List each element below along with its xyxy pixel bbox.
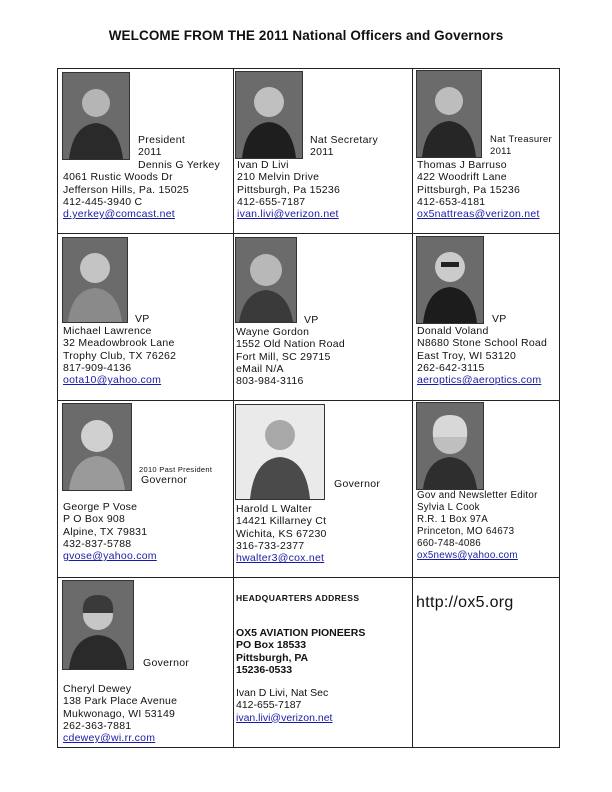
email-link[interactable]: aeroptics@aeroptics.com <box>417 374 542 387</box>
email-link[interactable]: d.yerkey@comcast.net <box>63 208 175 221</box>
officer-role: VP <box>492 313 507 325</box>
officer-contact: Dennis G Yerkey 4061 Rustic Woods Dr Jefferson Hills, Pa. 15025 412-445-3940 C d.yerkey@comcast.net <box>63 159 220 221</box>
column-divider <box>412 69 413 747</box>
row-divider <box>58 577 559 578</box>
officer-photo <box>235 237 297 323</box>
officer-contact: Thomas J Barruso 422 Woodrift Lane Pittsburgh, Pa 15236 412-653-4181 ox5nattreas@verizon.net <box>417 159 540 221</box>
officer-contact: Wayne Gordon 1552 Old Nation Road Fort Mill, SC 29715 eMail N/A 803-984-3116 <box>236 326 345 388</box>
officer-role: VP <box>304 314 319 326</box>
headquarters-address: HEADQUARTERS ADDRESS OX5 AVIATION PIONEERS PO Box 18533 Pittsburgh, PA 15236-0533 Ivan D Livi, Nat Sec 412-655-7187 ivan.livi@verizon.net <box>236 593 366 724</box>
officer-role: Governor <box>334 478 381 490</box>
headquarters-heading: HEADQUARTERS ADDRESS <box>236 593 360 603</box>
email-link[interactable]: ox5nattreas@verizon.net <box>417 208 540 221</box>
officer-photo <box>62 580 134 670</box>
officer-contact: Harold L Walter 14421 Killarney Ct Wichita, KS 67230 316-733-2377 hwalter3@cox.net <box>236 503 327 565</box>
officer-role: Gov and Newsletter Editor <box>417 490 538 501</box>
officer-role: Nat Treasurer 2011 <box>490 134 552 157</box>
email-link[interactable]: cdewey@wi.rr.com <box>63 732 156 745</box>
officer-role: 2010 Past President Governor <box>139 465 213 486</box>
officer-contact: Gov and Newsletter Editor Sylvia L Cook R.R. 1 Box 97A Princeton, MO 64673 660-748-4086 ox5news@yahoo.com <box>417 490 538 562</box>
officer-role: President 2011 <box>138 134 186 158</box>
officer-photo <box>416 236 484 324</box>
row-divider <box>58 233 559 234</box>
officer-photo <box>416 402 484 490</box>
column-divider <box>233 69 234 747</box>
officer-contact: Donald Voland N8680 Stone School Road East Troy, WI 53120 262-642-3115 aeroptics@aeroptics.com <box>417 325 548 387</box>
website-link[interactable]: http://ox5.org <box>416 594 514 611</box>
officer-role: Governor <box>143 657 190 669</box>
officer-photo <box>62 237 128 323</box>
email-link[interactable]: ivan.livi@verizon.net <box>237 208 339 221</box>
officer-photo <box>235 404 325 500</box>
email-link[interactable]: gvose@yahoo.com <box>63 550 157 563</box>
email-link[interactable]: ivan.livi@verizon.net <box>236 711 333 724</box>
officer-role: VP <box>135 313 150 325</box>
email-link[interactable]: ox5news@yahoo.com <box>417 550 518 562</box>
officer-contact: Ivan D Livi 210 Melvin Drive Pittsburgh, Pa 15236 412-655-7187 ivan.livi@verizon.net <box>237 159 341 221</box>
row-divider <box>58 400 559 401</box>
officer-contact: Cheryl Dewey 138 Park Place Avenue Mukwonago, WI 53149 262-363-7881 cdewey@wi.rr.com <box>63 683 178 745</box>
page-title: WELCOME FROM THE 2011 National Officers and Governors <box>108 28 504 43</box>
email-link[interactable]: hwalter3@cox.net <box>236 552 325 565</box>
officer-photo <box>416 70 482 158</box>
officer-contact: Michael Lawrence 32 Meadowbrook Lane Trophy Club, TX 76262 817-909-4136 oota10@yahoo.com <box>63 325 177 387</box>
officer-photo <box>235 71 303 159</box>
email-link[interactable]: oota10@yahoo.com <box>63 374 162 387</box>
officer-role: Nat Secretary 2011 <box>310 134 379 158</box>
officer-contact: George P Vose P O Box 908 Alpine, TX 79831 432-837-5788 gvose@yahoo.com <box>63 501 157 563</box>
officer-photo <box>62 403 132 491</box>
officer-photo <box>62 72 130 160</box>
